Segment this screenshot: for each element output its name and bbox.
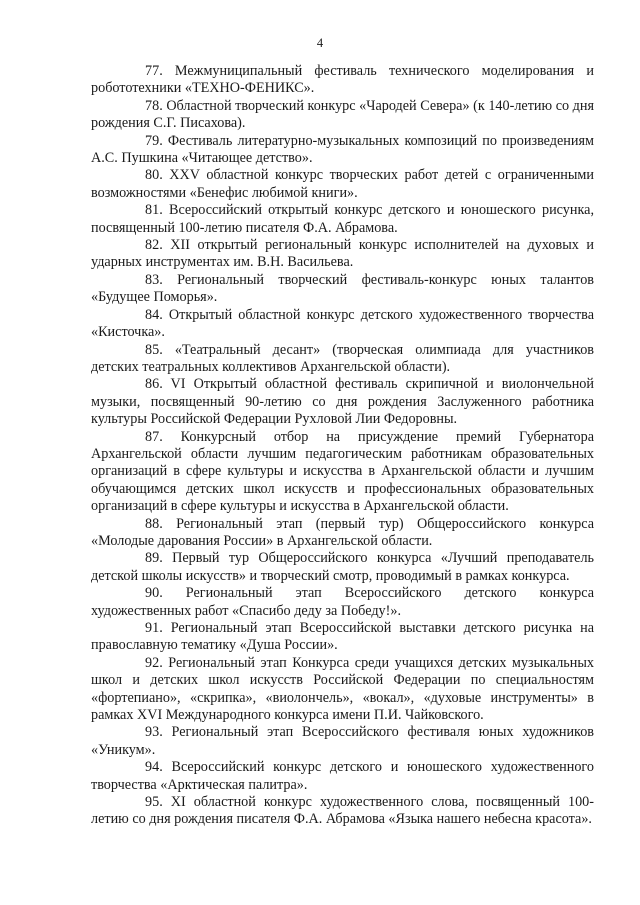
- list-item-95: 95. XI областной конкурс художественного слова, посвященный 100-летию со дня рождения писателя Ф.А. Абрамова «Языка нашего небесна красота».: [91, 794, 594, 828]
- numbered-list: [91, 63, 594, 829]
- list-item-89: 89. Первый тур Общероссийского конкурса «Лучший преподаватель детской школы искусств» и творческий смотр, проводимый в рамках конкурса.: [91, 550, 594, 584]
- list-item-83: 83. Региональный творческий фестиваль-конкурс юных талантов «Будущее Поморья».: [91, 271, 594, 306]
- list-item-85: 85. «Театральный десант» (творческая олимпиада для участников детских театральных коллективов Архангельской области).: [91, 341, 594, 375]
- list-item-77: 77. Межмуниципальный фестиваль технического моделирования и робототехники «ТЕХНО-ФЕНИКС».: [91, 63, 594, 97]
- list-item-91: 91. Региональный этап Всероссийской выставки детского рисунка на православную тематику «Душа России».: [91, 620, 594, 654]
- page-number: 4: [316, 36, 324, 50]
- list-item-81: 81. Всероссийский открытый конкурс детского и юношеского рисунка, посвященный 100-летию писателя Ф.А. Абрамова.: [91, 202, 594, 236]
- list-item-82: 82. XII открытый региональный конкурс исполнителей на духовых и ударных инструментах им. В.Н. Васильева.: [91, 237, 594, 271]
- list-item-80: 80. XXV областной конкурс творческих работ детей с ограниченными возможностями «Бенефис любимой книги».: [91, 167, 594, 201]
- list-item-86: 86. VI Открытый областной фестиваль скрипичной и виолончельной музыки, посвященный 90-летию со дня рождения Заслуженного работника культуры Российской Федерации Рухловой Лии Федоровны.: [91, 376, 594, 428]
- list-item-93: 93. Региональный этап Всероссийского фестиваля юных художников «Уникум».: [91, 724, 594, 758]
- list-item-79: 79. Фестиваль литературно-музыкальных композиций по произведениям А.С. Пушкина «Читающее детство».: [91, 132, 594, 167]
- list-item-90: 90. Региональный этап Всероссийского детского конкурса художественных работ «Спасибо деду за Победу!».: [91, 585, 594, 619]
- list-item-84: 84. Открытый областной конкурс детского художественного творчества «Кисточка».: [91, 306, 594, 341]
- list-item-94: 94. Всероссийский конкурс детского и юношеского художественного творчества «Арктическая палитра».: [91, 759, 594, 793]
- list-item-88: 88. Региональный этап (первый тур) Общероссийского конкурса «Молодые дарования России» в Архангельской области.: [91, 515, 594, 549]
- list-item-92: 92. Региональный этап Конкурса среди учащихся детских музыкальных школ и детских школ искусств Российской Федерации по специальностям «фортепиано», «скрипка», «виолончель», «вокал», «духовые инструменты» в рамках XVI Международного конкурса имени П.И. Чайковского.: [91, 654, 594, 724]
- list-item-78: 78. Областной творческий конкурс «Чародей Севера» (к 140-летию со дня рождения С.Г. Писахова).: [91, 97, 594, 132]
- list-item-87: 87. Конкурсный отбор на присуждение премий Губернатора Архангельской области лучшим педагогическим работникам образовательных организаций в сфере культуры и искусства в Архангельской области и лучшим обучающимся детских школ искусств и профессиональных образовательных организаций в сфере культуры и искусства в Архангельской области.: [91, 428, 594, 515]
